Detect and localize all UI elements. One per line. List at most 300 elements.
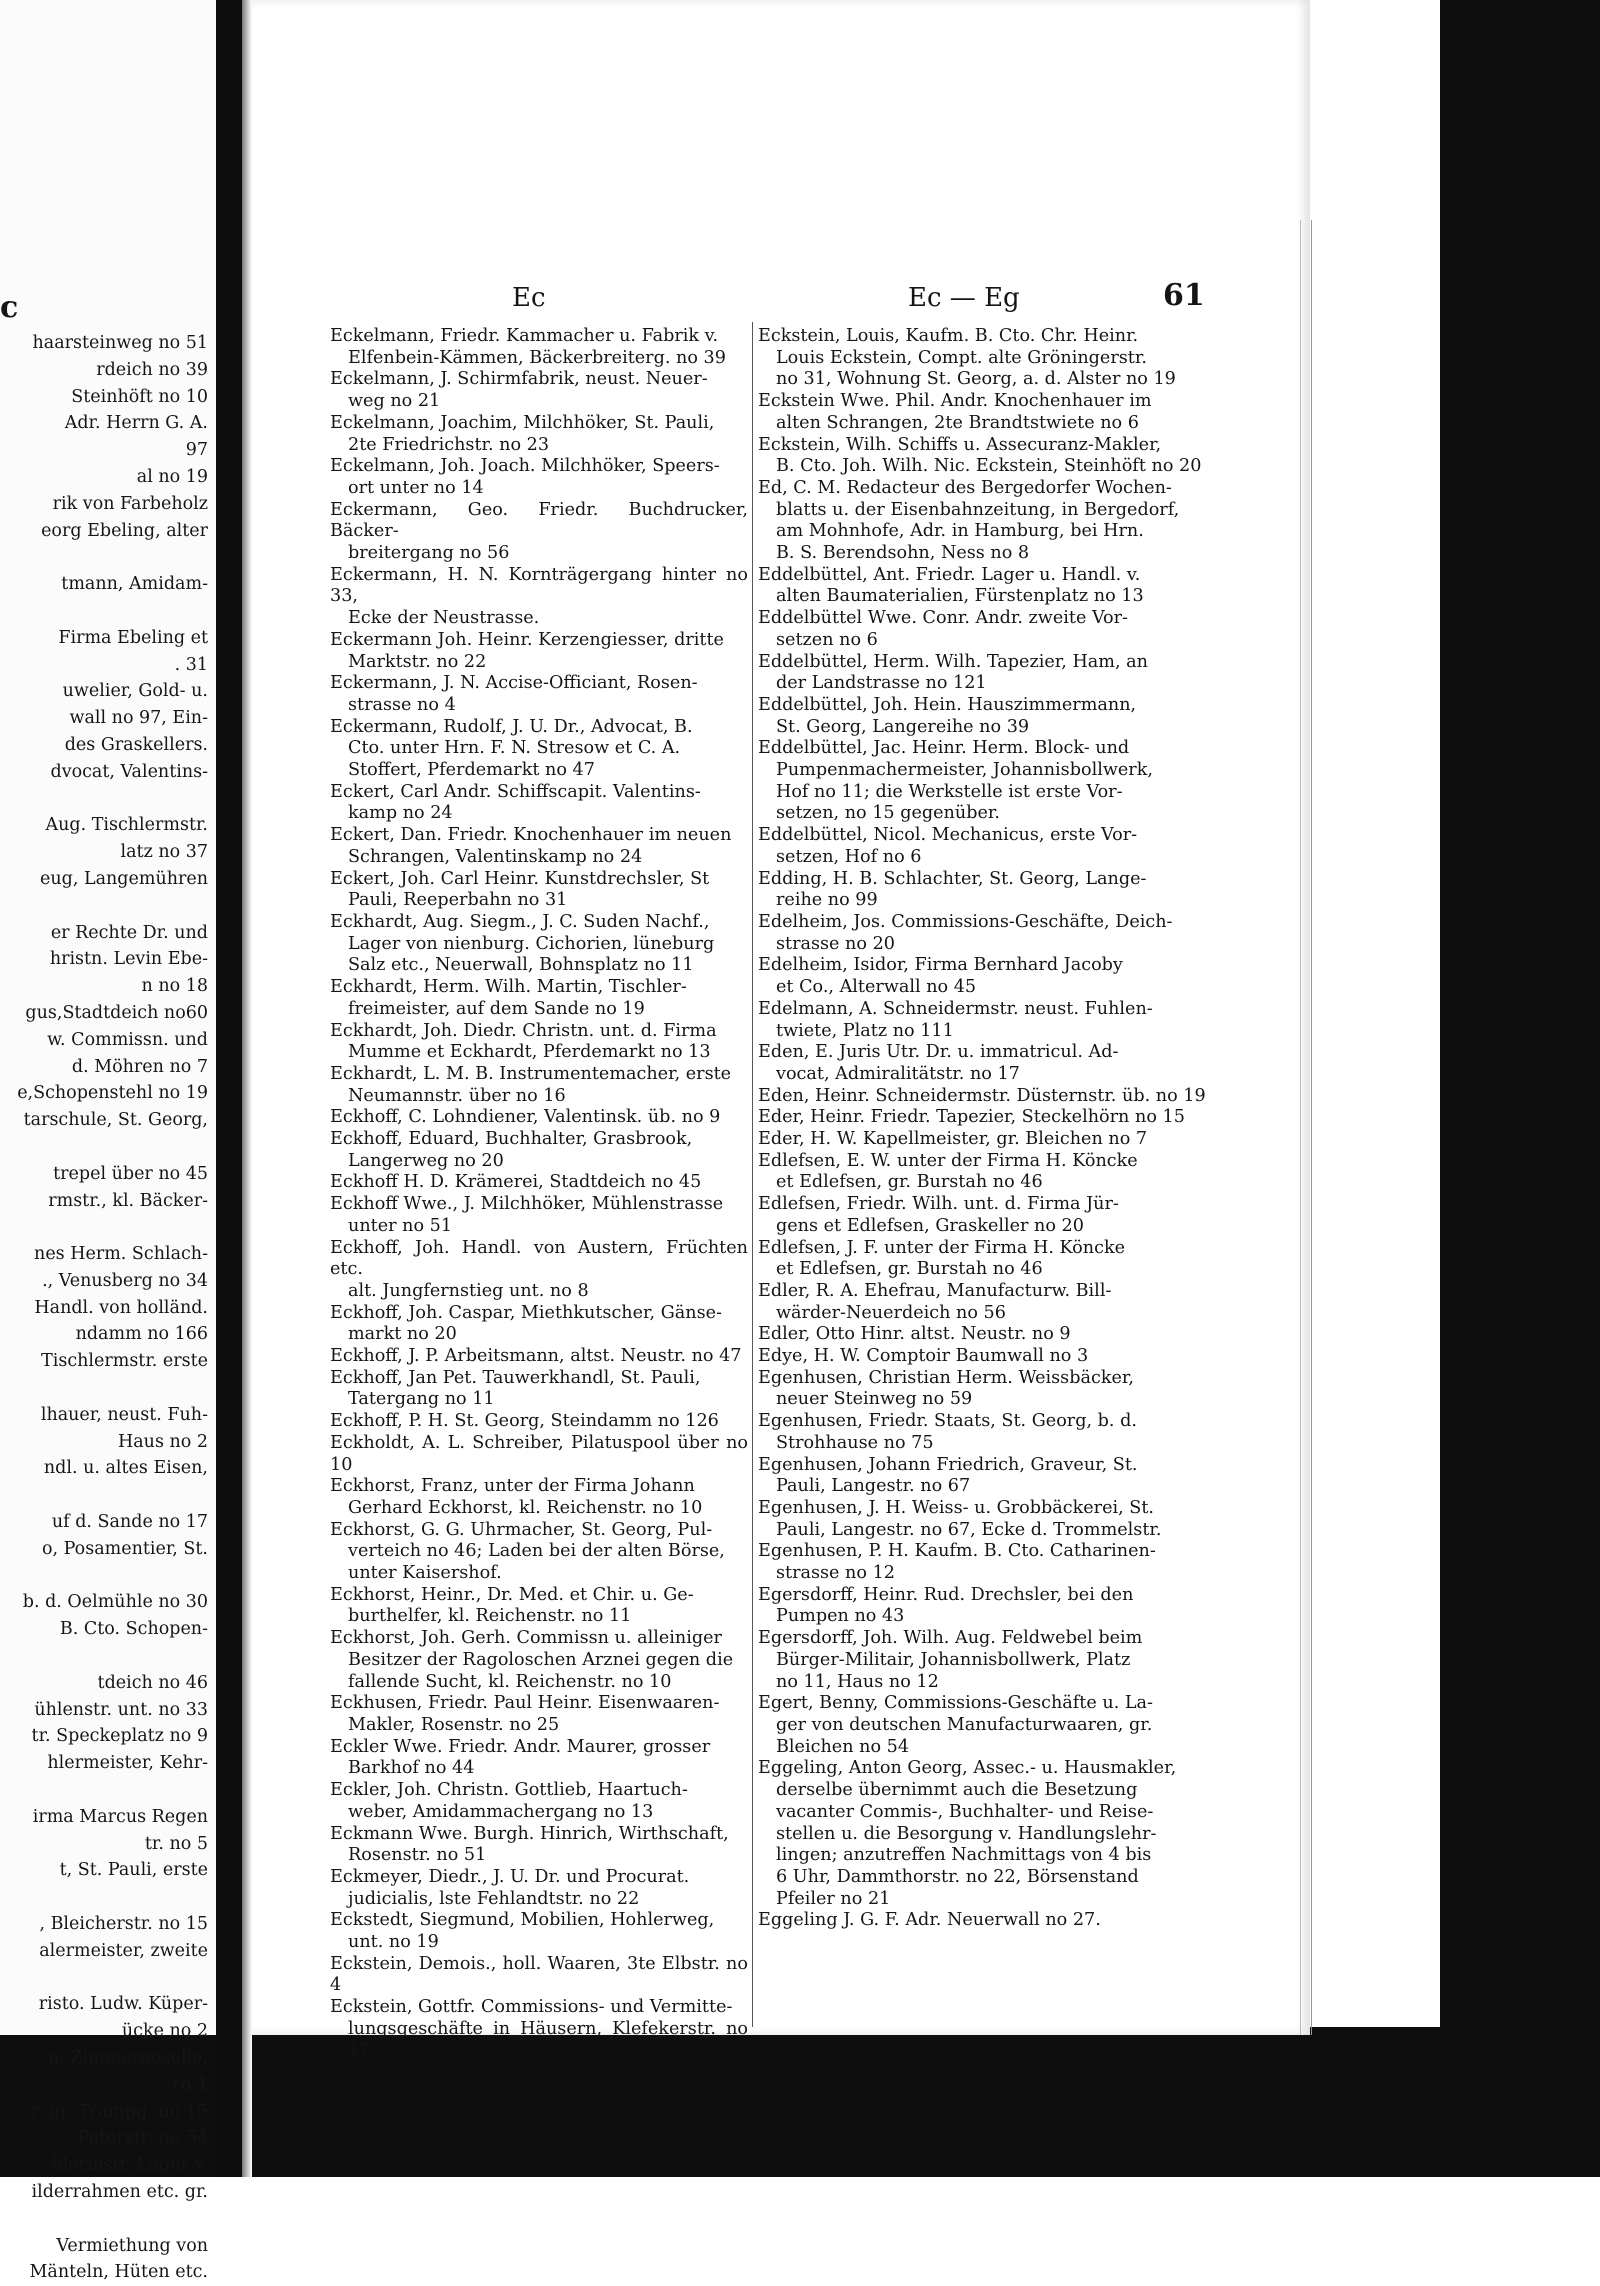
entry-head: Egert, Benny, Commissions-Geschäfte u. La- (758, 1693, 1153, 1714)
entry-continuation: setzen, Hof no 6 (776, 846, 922, 867)
entry-head: Eddelbüttel, Herm. Wilh. Tapezier, Ham, an (758, 651, 1148, 672)
directory-entry (330, 1346, 748, 1368)
directory-entry (758, 1498, 1218, 1541)
directory-entry (758, 1281, 1218, 1324)
entry-head: Egenhusen, P. H. Kaufm. B. Cto. Catharinen- (758, 1541, 1156, 1562)
entry-continuation: 2te Friedrichstr. no 23 (348, 434, 550, 455)
left-page-line: tmann, Amidam- (61, 574, 208, 595)
entry-head: Eckhardt, Aug. Siegm., J. C. Suden Nachf., (330, 911, 710, 932)
left-page-line: . 31 (174, 654, 208, 675)
directory-entry (330, 1520, 748, 1585)
entry-head: Egenhusen, Johann Friedrich, Graveur, St. (758, 1454, 1138, 1475)
left-page-line: Vermiethung von (56, 2235, 208, 2256)
entry-continuation: Pumpen no 43 (776, 1606, 905, 1627)
entry-head: Edding, H. B. Schlachter, St. Georg, Lange- (758, 868, 1147, 889)
entry-head: Eckmeyer, Diedr., J. U. Dr. und Procurat. (330, 1866, 690, 1887)
left-page-line: alermeister, zweite (39, 1940, 208, 1961)
entry-continuation: B. S. Berendsohn, Ness no 8 (776, 543, 1030, 564)
left-page-line: Peterstr. no 54 (77, 2128, 208, 2149)
left-page-line: ro 1 (172, 2074, 208, 2095)
left-page-line: d. Möhren no 7 (71, 1056, 208, 1077)
entry-continuation: vacanter Commis-, Buchhalter- und Reise- (776, 1801, 1154, 1822)
directory-entry (330, 1954, 748, 1997)
entry-continuation: Ecke der Neustrasse. (348, 608, 540, 629)
entry-head: Eckstedt, Siegmund, Mobilien, Hohlerweg, (330, 1910, 715, 1931)
entry-head: Eckermann, H. N. Kornträgergang hinter no 33, (330, 564, 748, 607)
directory-entry (758, 1585, 1218, 1628)
entry-continuation: strasse no 12 (776, 1563, 895, 1584)
entry-head: Eckert, Carl Andr. Schiffscapit. Valentins- (330, 781, 701, 802)
directory-entry (330, 500, 748, 565)
entry-continuation: blatts u. der Eisenbahnzeitung, in Bergedorf, (776, 499, 1180, 520)
entry-continuation: Pfeiler no 21 (776, 1888, 891, 1909)
directory-entry (330, 630, 748, 673)
left-page-line: Steinhöft no 10 (71, 386, 208, 407)
left-page-line: n. Zimmergeselle, (47, 2048, 208, 2068)
entry-head: Eckhoff, P. H. St. Georg, Steindamm no 126 (330, 1411, 719, 1432)
entry-head: Eckhoff, Joh. Caspar, Miethkutscher, Gänse- (330, 1302, 722, 1323)
left-page-line: Mänteln, Hüten etc. (29, 2262, 208, 2283)
left-page-line: haarsteinweg no 51 (32, 333, 208, 353)
left-page-line: nes Herm. Schlach- (34, 1244, 208, 1265)
entry-continuation: setzen, no 15 gegenüber. (776, 803, 1000, 824)
entry-head: Eckhorst, Heinr., Dr. Med. et Chir. u. Ge- (330, 1584, 694, 1605)
entry-head: Eckermann, Rudolf, J. U. Dr., Advocat, B. (330, 716, 693, 737)
entry-continuation: St. Georg, Langereihe no 39 (776, 716, 1030, 737)
left-page-line: tarschule, St. Georg, (23, 1110, 208, 1131)
entry-continuation: et Co., Alterwall no 45 (776, 977, 977, 998)
left-page-line (0, 1563, 208, 1590)
entry-head: Eckhardt, Joh. Diedr. Christn. unt. d. Firma (330, 1020, 717, 1041)
entry-head: Egenhusen, Christian Herm. Weissbäcker, (758, 1367, 1134, 1388)
directory-entry (330, 1585, 748, 1628)
entry-continuation: twiete, Platz no 111 (776, 1020, 954, 1041)
entry-head: Eckstein, Gottfr. Commissions- und Vermitte- (330, 1997, 733, 2018)
left-page-lines (0, 330, 208, 2286)
entry-head: Eckhoff H. D. Krämerei, Stadtdeich no 45 (330, 1172, 702, 1193)
directory-entry (758, 435, 1218, 478)
entry-continuation: gens et Edlefsen, Graskeller no 20 (776, 1215, 1084, 1236)
entry-continuation: Barkhof no 44 (348, 1758, 475, 1779)
left-page-line: Tischlermstr. erste (41, 1351, 208, 1372)
entry-head: Eckstein Wwe. Phil. Andr. Knochenhauer im (758, 391, 1152, 412)
entry-head: Eckler Wwe. Friedr. Andr. Maurer, grosser (330, 1736, 711, 1757)
entry-continuation: Cto. unter Hrn. F. N. Stresow et C. A. (348, 738, 681, 759)
entry-continuation: no 11, Haus no 12 (776, 1671, 939, 1692)
directory-entry (758, 1129, 1218, 1151)
entry-head: Eckhoff, C. Lohndiener, Valentinsk. üb. no 9 (330, 1107, 721, 1128)
directory-entry (758, 326, 1218, 391)
entry-head: Eckhoff, Jan Pet. Tauwerkhandl, St. Pauli, (330, 1367, 701, 1388)
directory-entry (758, 1346, 1218, 1368)
entry-head: Eggeling J. G. F. Adr. Neuerwall no 27. (758, 1910, 1101, 1931)
entry-continuation: neuer Steinweg no 59 (776, 1389, 973, 1410)
directory-entry (330, 326, 748, 369)
entry-continuation: Strohhause no 75 (776, 1432, 934, 1453)
entry-continuation: alt. Jungfernstieg unt. no 8 (348, 1280, 589, 1301)
entry-continuation: ger von deutschen Manufacturwaaren, gr. (776, 1715, 1153, 1735)
entry-head: Egenhusen, Friedr. Staats, St. Georg, b. d. (758, 1411, 1137, 1432)
entry-continuation: et Edlefsen, gr. Burstah no 46 (776, 1259, 1043, 1280)
left-page-line: Firma Ebeling et (58, 627, 208, 648)
directory-entry (758, 1541, 1218, 1584)
entry-head: Eckhorst, G. G. Uhrmacher, St. Georg, Pul- (330, 1519, 713, 1540)
entry-head: Edlefsen, Friedr. Wilh. unt. d. Firma Jür- (758, 1194, 1119, 1215)
entry-continuation: freimeister, auf dem Sande no 19 (348, 998, 645, 1019)
left-page-line: uwelier, Gold- u. (62, 681, 208, 702)
left-page-line: o, Posamentier, St. (41, 1538, 208, 1559)
entry-continuation: strasse no 4 (348, 694, 456, 715)
entry-continuation: wärder-Neuerdeich no 56 (776, 1302, 1006, 1323)
entry-head: Eckelmann, Joachim, Milchhöker, St. Pauli, (330, 412, 715, 433)
entry-continuation: stellen u. die Besorgung v. Handlungslehr- (776, 1823, 1157, 1844)
directory-entry (758, 1628, 1218, 1693)
directory-entry (330, 1780, 748, 1823)
entry-head: Eckhoff, Joh. Handl. von Austern, Früchten etc. (330, 1237, 748, 1280)
left-page-line (0, 2206, 208, 2233)
directory-entry (330, 1910, 748, 1953)
left-page-line: al no 19 (136, 466, 208, 487)
entry-continuation: B. Cto. Joh. Wilh. Nic. Eckstein, Steinhöft no 20 (776, 456, 1202, 477)
left-page-line (0, 598, 208, 625)
directory-entry (758, 1042, 1218, 1085)
entry-continuation: alten Baumaterialien, Fürstenplatz no 13 (776, 586, 1144, 607)
entry-head: Edelheim, Isidor, Firma Bernhard Jacoby (758, 955, 1123, 976)
directory-entry (330, 1194, 748, 1237)
directory-entry (330, 912, 748, 977)
left-page-line: tdeich no 46 (97, 1672, 208, 1693)
left-page-line: tr. Speckeplatz no 9 (31, 1726, 208, 1747)
directory-entry (758, 478, 1218, 565)
entry-head: Eckhardt, L. M. B. Instrumentemacher, erste (330, 1063, 732, 1084)
entry-head: Eckholdt, A. L. Schreiber, Pilatuspool über no 10 (330, 1432, 748, 1475)
entry-continuation: Bürger-Militair, Johannisbollwerk, Platz (776, 1649, 1131, 1670)
left-page-line (0, 1214, 208, 1241)
left-page-line (0, 1375, 208, 1402)
entry-continuation: unt. no 19 (348, 1932, 439, 1953)
entry-head: Eddelbüttel Wwe. Conr. Andr. zweite Vor- (758, 608, 1128, 629)
entry-head: Eckelmann, Joh. Joach. Milchhöker, Speers- (330, 456, 720, 477)
directory-entry (758, 608, 1218, 651)
directory-entry (330, 1303, 748, 1346)
directory-entry (330, 1368, 748, 1411)
entry-head: Eckstein, Demois., holl. Waaren, 3te Elbstr. no 4 (330, 1953, 748, 1996)
left-page-line (0, 1965, 208, 1992)
left-page-line: hlermstr. Lager v. (51, 2155, 208, 2176)
directory-entry (758, 869, 1218, 912)
entry-continuation: weg no 21 (348, 391, 441, 412)
page-number: 61 (1163, 278, 1205, 313)
entry-head: Eckermann Joh. Heinr. Kerzengiesser, dritte (330, 629, 724, 650)
directory-entry (330, 1411, 748, 1433)
directory-entry (758, 1194, 1218, 1237)
entry-head: Eckhorst, Franz, unter der Firma Johann (330, 1476, 695, 1497)
directory-entry (758, 999, 1218, 1042)
left-page-line: r. gr. Trampg. no 15 (31, 2101, 208, 2122)
entry-head: Eckelmann, Friedr. Kammacher u. Fabrik v. (330, 326, 719, 346)
left-page-line: Adr. Herrn G. A. (64, 413, 208, 434)
entry-head: Eckert, Dan. Friedr. Knochenhauer im neuen (330, 825, 732, 846)
left-page-line (0, 893, 208, 920)
entry-continuation: 6 Uhr, Dammthorstr. no 22, Börsenstand (776, 1866, 1139, 1887)
entry-continuation: markt no 20 (348, 1324, 457, 1345)
directory-entry (330, 1129, 748, 1172)
left-page-line: ndl. u. altes Eisen, (43, 1458, 208, 1479)
left-page-line: ühlenstr. unt. no 33 (34, 1699, 208, 1720)
left-page-line (0, 786, 208, 813)
entry-continuation: Bleichen no 54 (776, 1736, 910, 1757)
entry-continuation: kamp no 24 (348, 803, 453, 824)
left-page-line: latz no 37 (120, 842, 208, 863)
directory-entry (330, 1628, 748, 1693)
entry-head: Eder, H. W. Kapellmeister, gr. Bleichen no 7 (758, 1129, 1148, 1150)
entry-head: Eckler, Joh. Christn. Gottlieb, Haartuch- (330, 1780, 688, 1801)
left-page-line: rdeich no 39 (96, 359, 208, 380)
entry-continuation: Gerhard Eckhorst, kl. Reichenstr. no 10 (348, 1497, 703, 1518)
entry-continuation: Marktstr. no 22 (348, 651, 487, 672)
left-page-line: hristn. Levin Ebe- (49, 949, 208, 970)
left-page-line (0, 1482, 208, 1509)
entry-continuation: unter Kaisershof. (348, 1563, 502, 1584)
directory-entry (758, 391, 1218, 434)
directory-entry (330, 1021, 748, 1064)
entry-continuation: Pauli, Reeperbahn no 31 (348, 890, 568, 911)
entry-continuation: Makler, Rosenstr. no 25 (348, 1715, 560, 1735)
entry-head: Eckhoff, Eduard, Buchhalter, Grasbrook, (330, 1129, 693, 1150)
entry-head: Edler, Otto Hinr. altst. Neustr. no 9 (758, 1324, 1071, 1345)
directory-entry (758, 565, 1218, 608)
directory-entry (330, 413, 748, 456)
left-page-line: gus,Stadtdeich no60 (25, 1002, 208, 1023)
entry-continuation: Lager von nienburg. Cichorien, lüneburg (348, 933, 715, 954)
directory-entry (758, 1238, 1218, 1281)
entry-head: Edelmann, A. Schneidermstr. neust. Fuhlen- (758, 998, 1153, 1019)
scanner-edge-right (1440, 0, 1600, 2177)
book-gutter (216, 0, 242, 2177)
directory-entry (758, 695, 1218, 738)
entry-continuation: reihe no 99 (776, 890, 878, 911)
left-page-fragment (0, 0, 216, 2283)
directory-entry (330, 1433, 748, 1476)
entry-continuation: lungsgeschäfte in Häusern, Klefekerstr. no 17 (348, 2018, 748, 2061)
entry-continuation: am Mohnhofe, Adr. in Hamburg, bei Hrn. (776, 521, 1144, 542)
left-page-line: Handl. von holländ. (34, 1297, 208, 1318)
left-page-line: uf d. Sande no 17 (51, 1512, 208, 1533)
entry-continuation: Hof no 11; die Werkstelle ist erste Vor- (776, 781, 1123, 802)
directory-entry (758, 1411, 1218, 1454)
entry-head: Edlefsen, J. F. unter der Firma H. Köncke (758, 1237, 1126, 1258)
page-edge (1300, 220, 1312, 2035)
directory-entry (330, 1107, 748, 1129)
entry-head: Ed, C. M. Redacteur des Bergedorfer Wochen- (758, 477, 1172, 498)
entry-continuation: fallende Sucht, kl. Reichenstr. no 10 (348, 1671, 672, 1692)
left-page-line (0, 544, 208, 571)
directory-entry (758, 1455, 1218, 1498)
running-header-right: Ec — Eg (908, 283, 1020, 313)
entry-continuation: vocat, Admiralitätstr. no 17 (776, 1063, 1020, 1084)
directory-entry (330, 977, 748, 1020)
left-page-line: Aug. Tischlermstr. (45, 815, 208, 836)
directory-column-left (330, 326, 748, 2062)
left-page-line: ilderrahmen etc. gr. (31, 2181, 208, 2202)
directory-entry (758, 652, 1218, 695)
entry-head: Eckstein, Wilh. Schiffs u. Assecuranz-Makler, (758, 434, 1162, 455)
entry-continuation: Pauli, Langestr. no 67 (776, 1476, 971, 1497)
left-page-line (0, 1884, 208, 1911)
entry-head: Eddelbüttel, Joh. Hein. Hauszimmermann, (758, 694, 1137, 715)
entry-head: Eckelmann, J. Schirmfabrik, neust. Neuer- (330, 369, 708, 390)
entry-head: Eckmann Wwe. Burgh. Hinrich, Wirthschaft, (330, 1823, 729, 1844)
directory-entry (758, 912, 1218, 955)
entry-continuation: Pauli, Langestr. no 67, Ecke d. Trommelstr. (776, 1519, 1162, 1540)
entry-head: Edlefsen, E. W. unter der Firma H. Köncke (758, 1150, 1138, 1171)
left-page-line: hlermeister, Kehr- (47, 1753, 208, 1774)
entry-continuation: Langerweg no 20 (348, 1150, 504, 1171)
directory-entry (758, 1910, 1218, 1932)
directory-entry (330, 782, 748, 825)
directory-entry (758, 1368, 1218, 1411)
entry-continuation: lingen; anzutreffen Nachmittags von 4 bis (776, 1845, 1152, 1866)
entry-head: Eddelbüttel, Jac. Heinr. Herm. Block- und (758, 738, 1130, 759)
directory-entry (330, 1476, 748, 1519)
entry-head: Eddelbüttel, Ant. Friedr. Lager u. Handl. v. (758, 564, 1141, 585)
entry-continuation: burthelfer, kl. Reichenstr. no 11 (348, 1606, 632, 1627)
entry-head: Eckermann, Geo. Friedr. Buchdrucker, Bäcker- (330, 499, 748, 542)
directory-entry (330, 1737, 748, 1780)
entry-continuation: Tatergang no 11 (348, 1389, 495, 1410)
directory-entry (758, 1151, 1218, 1194)
entry-continuation: der Landstrasse no 121 (776, 673, 987, 694)
entry-continuation: unter no 51 (348, 1215, 453, 1236)
left-page-line: er Rechte Dr. und (50, 922, 208, 943)
left-page-line: lhauer, neust. Fuh- (40, 1404, 208, 1425)
left-page-line: tr. no 5 (144, 1833, 208, 1854)
left-page-line (0, 1643, 208, 1670)
directory-entry (758, 1107, 1218, 1129)
entry-head: Edelheim, Jos. Commissions-Geschäfte, Deich- (758, 911, 1173, 932)
entry-head: Egersdorff, Joh. Wilh. Aug. Feldwebel beim (758, 1628, 1143, 1649)
entry-continuation: et Edlefsen, gr. Burstah no 46 (776, 1172, 1043, 1193)
left-page-line: rik von Farbeholz (52, 493, 208, 514)
left-page-line: Haus no 2 (117, 1431, 208, 1452)
entry-continuation: breitergang no 56 (348, 543, 510, 564)
directory-entry (330, 369, 748, 412)
entry-head: Eddelbüttel, Nicol. Mechanicus, erste Vor- (758, 825, 1138, 846)
left-page-line (0, 1777, 208, 1804)
entry-head: Egenhusen, J. H. Weiss- u. Grobbäckerei, St. (758, 1497, 1155, 1518)
entry-continuation: verteich no 46; Laden bei der alten Börse, (348, 1541, 725, 1562)
entry-head: Eden, Heinr. Schneidermstr. Düsternstr. üb. no 19 (758, 1085, 1206, 1106)
directory-entry (330, 1172, 748, 1194)
entry-continuation: Neumannstr. über no 16 (348, 1085, 566, 1106)
entry-continuation: alten Schrangen, 2te Brandtstwiete no 6 (776, 412, 1139, 433)
entry-head: Edye, H. W. Comptoir Baumwall no 3 (758, 1346, 1089, 1367)
directory-entry (330, 869, 748, 912)
left-page-line: irma Marcus Regen (32, 1806, 208, 1827)
left-page-line: rmstr., kl. Bäcker- (48, 1190, 208, 1211)
directory-entry (758, 1693, 1218, 1758)
directory-entry (758, 955, 1218, 998)
entry-head: Eckert, Joh. Carl Heinr. Kunstdrechsler, St (330, 868, 710, 889)
directory-entry (758, 738, 1218, 825)
entry-head: Eder, Heinr. Friedr. Tapezier, Steckelhörn no 15 (758, 1107, 1185, 1128)
left-page-line: , Bleicherstr. no 15 (39, 1914, 208, 1935)
entry-continuation: judicialis, lste Fehlandtstr. no 22 (348, 1888, 640, 1909)
entry-head: Eckhorst, Joh. Gerh. Commissn u. alleiniger (330, 1628, 722, 1649)
entry-head: Eckhardt, Herm. Wilh. Martin, Tischler- (330, 977, 687, 998)
left-page-line: ndamm no 166 (75, 1324, 208, 1345)
directory-entry (758, 825, 1218, 868)
directory-entry (330, 1997, 748, 2062)
entry-head: Eckhusen, Friedr. Paul Heinr. Eisenwaaren- (330, 1693, 720, 1714)
entry-head: Eckstein, Louis, Kaufm. B. Cto. Chr. Heinr. (758, 326, 1139, 346)
entry-continuation: Stoffert, Pferdemarkt no 47 (348, 760, 595, 781)
entry-continuation: weber, Amidammachergang no 13 (348, 1801, 654, 1822)
entry-head: Eggeling, Anton Georg, Assec.- u. Hausmakler, (758, 1758, 1177, 1779)
left-page-line: des Graskellers. (64, 734, 208, 755)
column-divider (752, 322, 753, 2027)
directory-entry (330, 825, 748, 868)
entry-continuation: Schrangen, Valentinskamp no 24 (348, 846, 643, 867)
left-page-line: eug, Langemühren (40, 868, 208, 889)
left-page-line: n no 18 (141, 976, 208, 997)
directory-entry (330, 565, 748, 630)
entry-continuation: setzen no 6 (776, 629, 878, 650)
left-page-line: dvocat, Valentins- (50, 761, 208, 782)
directory-entry (758, 1324, 1218, 1346)
entry-continuation: ort unter no 14 (348, 477, 484, 498)
left-page-line: b. d. Oelmühle no 30 (22, 1592, 208, 1613)
left-page-line: e,Schopenstehl no 19 (17, 1083, 208, 1104)
directory-entry (330, 456, 748, 499)
left-page-line: eorg Ebeling, alter (41, 520, 208, 541)
entry-continuation: Mumme et Eckhardt, Pferdemarkt no 13 (348, 1042, 711, 1063)
entry-continuation: Louis Eckstein, Compt. alte Gröningerstr. (776, 347, 1147, 368)
directory-entry (758, 1758, 1218, 1910)
directory-entry (330, 1238, 748, 1303)
entry-head: Eden, E. Juris Utr. Dr. u. immatricul. Ad- (758, 1042, 1119, 1063)
entry-continuation: derselbe übernimmt auch die Besetzung (776, 1780, 1138, 1801)
left-page-line (0, 1134, 208, 1161)
left-page-line: ücke no 2 (121, 2021, 208, 2042)
entry-head: Edler, R. A. Ehefrau, Manufacturw. Bill- (758, 1280, 1112, 1301)
entry-continuation: strasse no 20 (776, 933, 895, 954)
left-page-line: trepel über no 45 (53, 1163, 208, 1184)
left-page-line: w. Commissn. und (47, 1029, 208, 1050)
entry-continuation: no 31, Wohnung St. Georg, a. d. Alster no 19 (776, 369, 1176, 390)
left-page-line: B. Cto. Schopen- (59, 1619, 208, 1640)
directory-entry (330, 673, 748, 716)
running-header-left: Ec (512, 283, 546, 313)
entry-continuation: Pumpenmachermeister, Johannisbollwerk, (776, 760, 1153, 781)
left-page-line: 97 (185, 440, 208, 461)
entry-head: Egersdorff, Heinr. Rud. Drechsler, bei den (758, 1584, 1134, 1605)
directory-entry (330, 717, 748, 782)
directory-entry (330, 1064, 748, 1107)
left-page-line: t, St. Pauli, erste (59, 1860, 208, 1881)
entry-continuation: Rosenstr. no 51 (348, 1845, 487, 1866)
directory-entry (330, 1693, 748, 1736)
directory-entry (330, 1824, 748, 1867)
entry-continuation: Salz etc., Neuerwall, Bohnsplatz no 11 (348, 955, 694, 976)
left-page-line: risto. Ludw. Küper- (38, 1994, 208, 2015)
entry-head: Eckhoff Wwe., J. Milchhöker, Mühlenstrasse (330, 1194, 724, 1215)
gutter-shadow (242, 0, 252, 2177)
left-page-line: ., Venusberg no 34 (42, 1270, 208, 1291)
directory-column-right (758, 326, 1218, 1932)
entry-continuation: Elfenbein-Kämmen, Bäckerbreiterg. no 39 (348, 347, 726, 368)
directory-entry (330, 1867, 748, 1910)
